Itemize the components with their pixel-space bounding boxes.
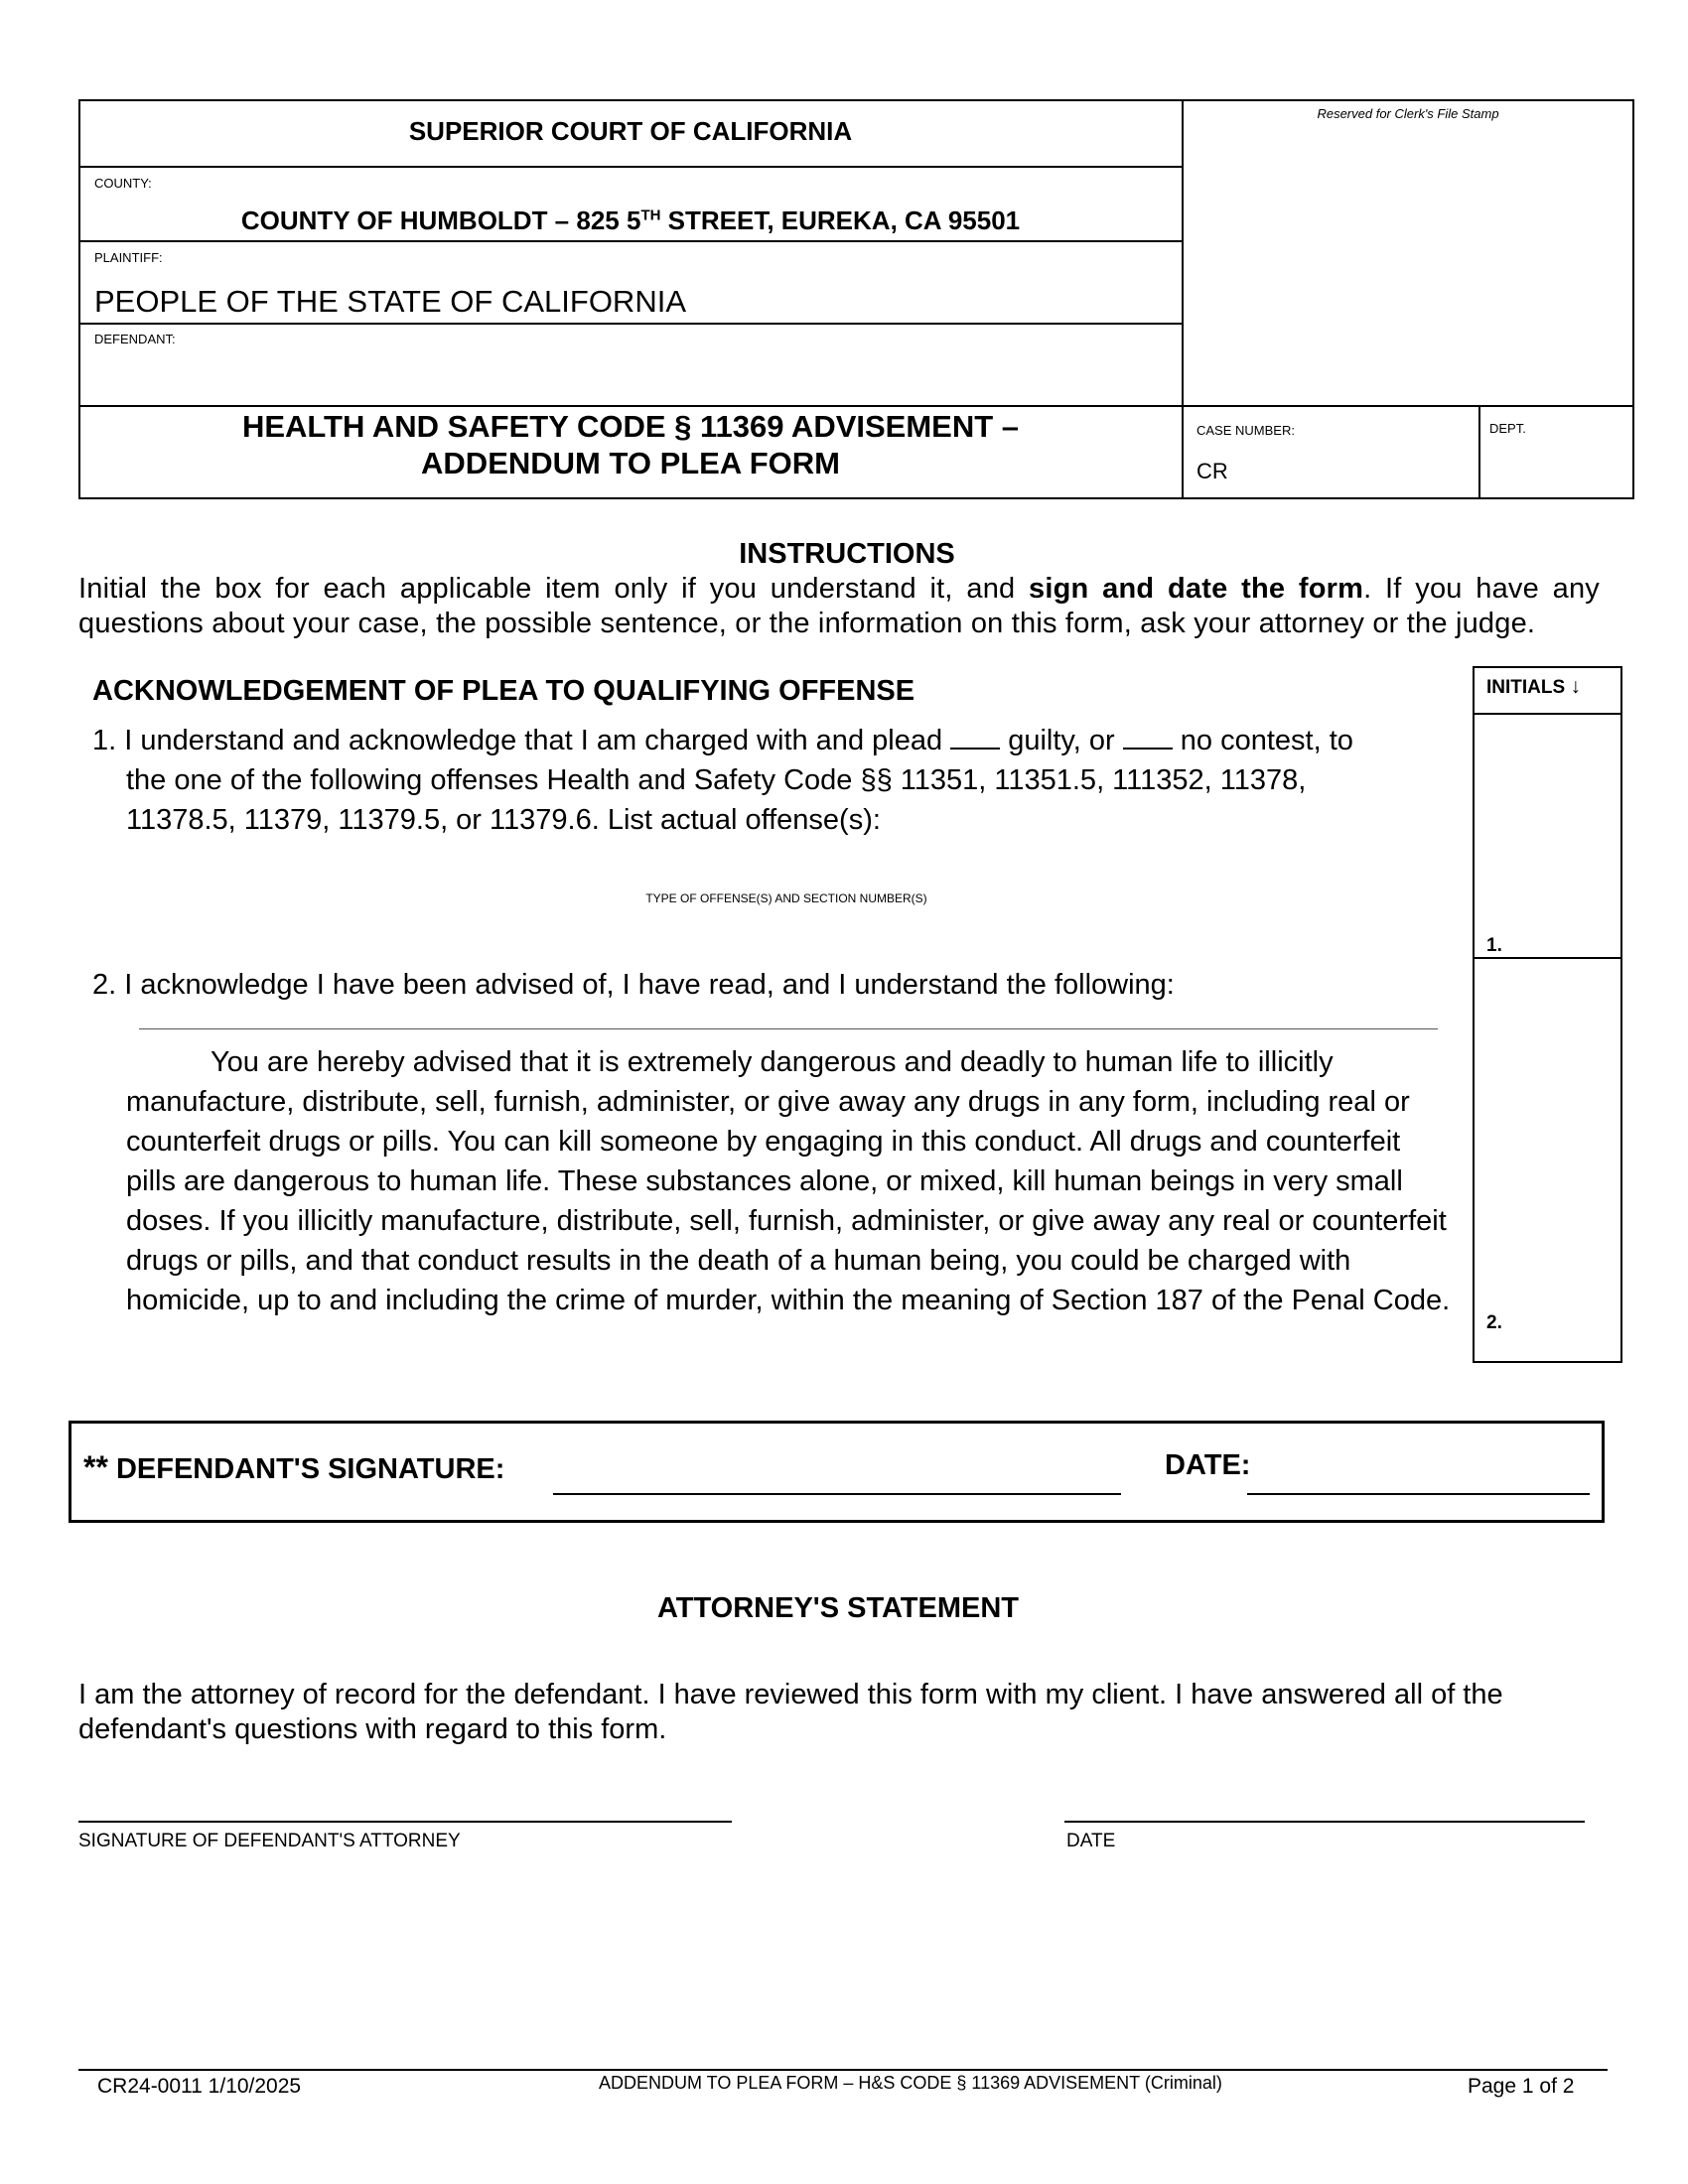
plaintiff-label: PLAINTIFF: <box>94 250 163 265</box>
footer-page: Page 1 of 2 <box>1468 2075 1575 2098</box>
county-label: COUNTY: <box>94 176 152 191</box>
item-1-text-a: 1. I understand and acknowledge that I am charged with and plead <box>92 725 951 756</box>
defendant-signature-label <box>83 1449 504 1486</box>
initials-box-2[interactable] <box>1475 959 1620 1361</box>
instructions-text <box>78 572 1600 641</box>
footer-title: ADDENDUM TO PLEA FORM – H&S CODE § 11369 ADVISEMENT (Criminal) <box>599 2073 1222 2093</box>
title-row-divider <box>78 405 1634 407</box>
county-value <box>78 205 1183 236</box>
defendant-signature-line[interactable] <box>553 1455 1121 1495</box>
form-title-line2: ADDENDUM TO PLEA FORM <box>421 446 840 480</box>
item-1-text-c: no contest, to <box>1172 725 1353 756</box>
court-row-divider <box>78 166 1183 168</box>
instructions-text-bold: sign and date the form <box>1029 573 1364 605</box>
instructions-text-start: Initial the box for each applicable item only if you understand it, and <box>78 573 1030 605</box>
offense-input-line[interactable] <box>126 858 1447 887</box>
plaintiff-row-divider <box>78 323 1183 325</box>
case-number-value: CR <box>1196 459 1228 483</box>
county-text-sup: TH <box>640 206 661 224</box>
item-1-text-b: guilty, or <box>1000 725 1123 756</box>
county-row-divider <box>78 240 1183 242</box>
initials-header <box>1486 675 1581 699</box>
advisement-text: You are hereby advised that it is extremely dangerous and deadly to human life to illicitly manufacture, distribute, sell, furnish, administer, or give away any drugs in any form, including real or counterfeit drugs or pills. You can kill someone by engaging in this conduct. All drugs and counterfeit pills are dangerous to human life. These substances alone, or mixed, kill human beings in very small doses. If you illicitly manufacture, distribute, sell, furnish, administer, or give away any real or counterfeit drugs or pills, and that conduct results in the death of a human being, you could be charged with homicide, up to and including the crime of murder, within the meaning of Section 187 of the Penal Code. <box>126 1046 1451 1316</box>
signature-stars: ** <box>83 1449 108 1485</box>
attorney-date-caption: DATE <box>1066 1831 1116 1851</box>
acknowledgement-heading: ACKNOWLEDGEMENT OF PLEA TO QUALIFYING OFFENSE <box>92 675 915 707</box>
offense-caption: TYPE OF OFFENSE(S) AND SECTION NUMBER(S) <box>645 891 927 905</box>
county-text-pre: COUNTY OF HUMBOLDT – 825 5 <box>240 205 641 235</box>
item-1-line-3: 11378.5, 11379, 11379.5, or 11379.6. List actual offense(s): <box>126 804 881 836</box>
attorney-signature-line[interactable] <box>78 1787 732 1823</box>
dept-divider <box>1478 405 1480 499</box>
attorney-date-line[interactable] <box>1064 1787 1585 1823</box>
attorney-heading: ATTORNEY'S STATEMENT <box>656 1592 1020 1624</box>
initials-label: INITIALS <box>1486 677 1566 698</box>
plaintiff-value: PEOPLE OF THE STATE OF CALIFORNIA <box>94 284 686 319</box>
instructions-text-end: . If you have any questions about your case, the possible sentence, or the information on this form, ask your attorney or the judge. <box>78 573 1600 639</box>
initials-number-1: 1. <box>1486 935 1502 956</box>
initials-number-2: 2. <box>1486 1312 1502 1333</box>
arrow-down-icon: ↓ <box>1570 675 1581 698</box>
guilty-blank[interactable] <box>950 724 1000 750</box>
form-title-line1: HEALTH AND SAFETY CODE § 11369 ADVISEMENT – <box>241 409 1020 444</box>
footer-form-id: CR24-0011 1/10/2025 <box>97 2075 302 2098</box>
initials-box-1[interactable] <box>1475 715 1620 956</box>
no-contest-blank[interactable] <box>1123 724 1173 750</box>
defendant-label: DEFENDANT: <box>94 332 176 346</box>
footer-rule <box>78 2069 1608 2071</box>
case-number-label: CASE NUMBER: <box>1196 423 1295 438</box>
attorney-signature-caption: SIGNATURE OF DEFENDANT'S ATTORNEY <box>78 1831 461 1851</box>
item-1-line-2: the one of the following offenses Health and Safety Code §§ 11351, 11351.5, 111352, 11378, <box>126 764 1307 796</box>
attorney-statement: I am the attorney of record for the defendant. I have reviewed this form with my client. I have answered all of the defendant's questions with regard to this form. <box>78 1679 1503 1745</box>
dept-label: DEPT. <box>1489 421 1526 436</box>
instructions-heading: INSTRUCTIONS <box>739 538 955 570</box>
county-text-post: STREET, EUREKA, CA 95501 <box>660 205 1021 235</box>
signature-label-text: DEFENDANT'S SIGNATURE: <box>115 1453 505 1485</box>
item-2-text: 2. I acknowledge I have been advised of, I have read, and I understand the following: <box>92 969 1175 1001</box>
defendant-date-label: DATE: <box>1165 1449 1251 1481</box>
court-name: SUPERIOR COURT OF CALIFORNIA <box>408 116 853 146</box>
advisement-rule <box>139 1028 1438 1029</box>
item-1-line-1 <box>92 721 1353 760</box>
defendant-date-line[interactable] <box>1247 1455 1590 1495</box>
clerk-stamp-label: Reserved for Clerk's File Stamp <box>1317 106 1499 121</box>
